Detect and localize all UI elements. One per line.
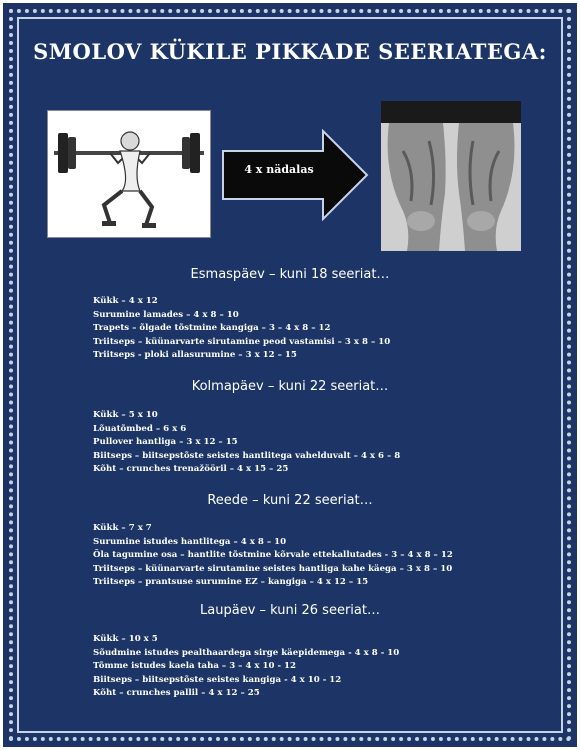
list-item: Kükk – 7 x 7 (93, 523, 152, 533)
section-heading-monday: Esmaspäev – kuni 18 seeriat… (190, 267, 390, 282)
legs-photo (381, 101, 521, 251)
section-heading-wednesday: Kolmapäev – kuni 22 seeriat… (191, 379, 389, 394)
list-item: Surumine istudes hantlitega – 4 x 8 – 10 (93, 536, 287, 547)
list-item: Triitseps – küünarvarte sirutamine peod vastamisi – 3 x 8 – 10 (93, 336, 391, 347)
list-item: Trapets – õlgade tõstmine kangiga – 3 – 4 x 8 – 12 (93, 323, 331, 334)
exercise-list-friday (93, 522, 563, 590)
list-item: Triitseps – prantsuse surumine EZ – kangiga – 4 x 12 – 15 (93, 577, 369, 588)
page-title: SMOLOV KÜKILE PIKKADE SEERIATEGA: (33, 39, 547, 64)
list-item: Biitseps – biitsepstõste seistes hantlitega vahelduvalt – 4 x 6 – 8 (93, 450, 401, 461)
arrow-label: 4 x nädalas (244, 163, 314, 176)
section-heading-friday: Reede – kuni 22 seeriat… (207, 493, 373, 508)
section-heading-saturday: Laupäev – kuni 26 seeriat… (200, 603, 380, 618)
list-item: Kõht – crunches pallil – 4 x 12 – 25 (93, 688, 260, 699)
poster (3, 3, 577, 747)
squat-illustration (47, 110, 211, 238)
exercise-list-saturday (93, 633, 563, 701)
exercise-list-wednesday (93, 409, 563, 477)
list-item: Triitseps – küünarvarte sirutamine seistes hantliga kahe käega – 3 x 8 – 10 (93, 563, 453, 574)
list-item: Kükk – 5 x 10 (93, 410, 158, 420)
list-item: Õla tagumine osa – hantlite tõstmine kõrvale ettekallutades - 3 – 4 x 8 – 12 (93, 550, 453, 561)
list-item: Kõht – crunches trenažööril – 4 x 15 – 25 (93, 464, 289, 475)
exercise-list-monday (93, 295, 563, 363)
list-item: Surumine lamades – 4 x 8 – 10 (93, 309, 239, 320)
list-item: Lõuatõmbed – 6 x 6 (93, 423, 187, 434)
list-item: Triitseps - ploki allasurumine – 3 x 12 – 15 (93, 350, 297, 361)
list-item: Tõmme istudes kaela taha – 3 – 4 x 10 - 12 (93, 661, 297, 672)
list-item: Sõudmine istudes pealthaardega sirge käepidemega - 4 x 8 - 10 (93, 647, 400, 658)
list-item: Biitseps – biitsepstõste seistes kangiga - 4 x 10 - 12 (93, 674, 342, 685)
list-item: Kükk – 4 x 12 (93, 296, 158, 306)
list-item: Kükk – 10 x 5 (93, 634, 158, 644)
list-item: Pullover hantliga – 3 x 12 – 15 (93, 437, 238, 448)
